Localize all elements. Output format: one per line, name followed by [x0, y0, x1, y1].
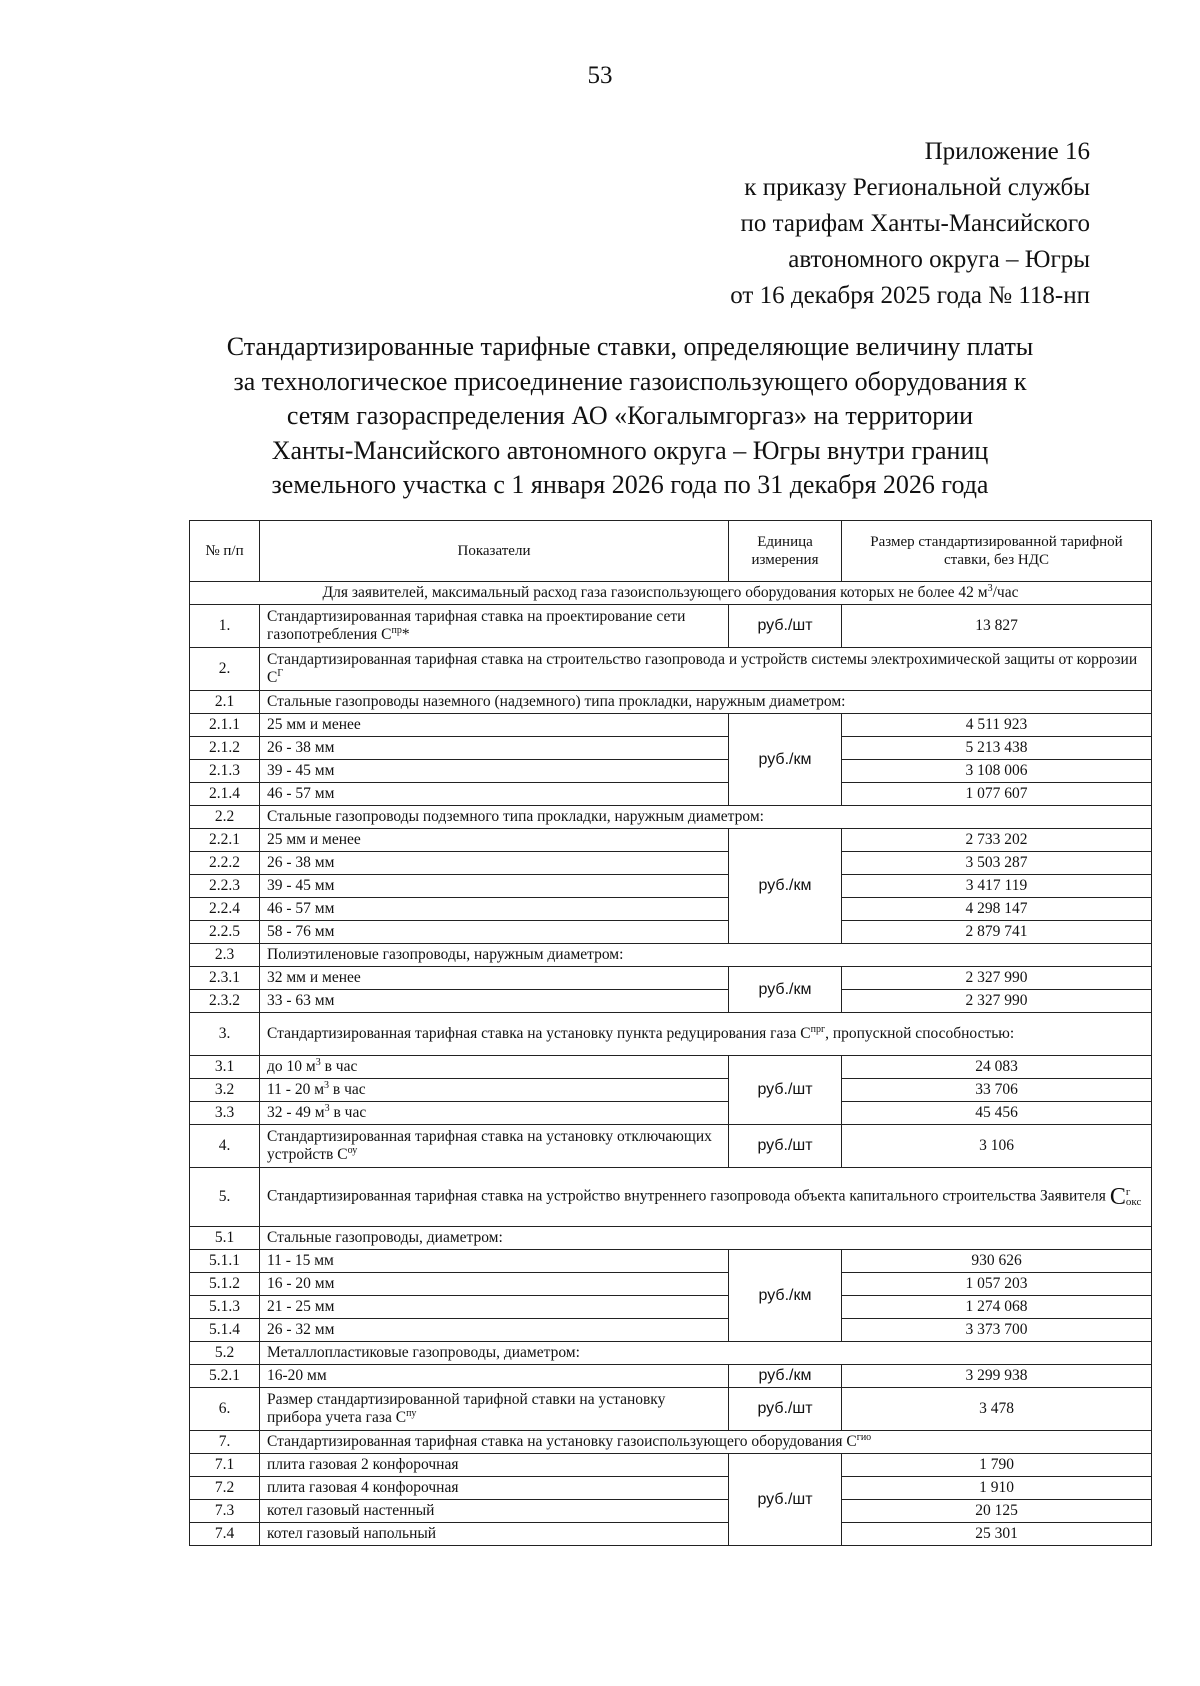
- table-row: [190, 1296, 1152, 1319]
- row-num: 1.: [190, 605, 260, 648]
- row-value: 2 327 990: [842, 967, 1152, 990]
- title-line: сетям газораспределения АО «Когалымгоргаз» на территории: [286, 401, 974, 430]
- row-num: 5.1.4: [190, 1319, 260, 1342]
- row-unit: руб./км: [729, 967, 842, 1013]
- row-value: 2 879 741: [842, 921, 1152, 944]
- row-indicator: [260, 648, 1152, 691]
- row-num: 7.: [190, 1431, 260, 1454]
- section-sup: 3: [987, 582, 993, 594]
- row-value: 3 503 287: [842, 852, 1152, 875]
- row-num: 5.2.1: [190, 1365, 260, 1388]
- indicator-sup: прг: [810, 1023, 826, 1035]
- row-indicator: 39 - 45 мм: [260, 760, 729, 783]
- tariff-table: [189, 520, 1152, 1546]
- table-row: [190, 1523, 1152, 1546]
- appendix-block: [730, 134, 1090, 314]
- row-num: 5.2: [190, 1342, 260, 1365]
- row-indicator: 26 - 38 мм: [260, 737, 729, 760]
- table-row: [190, 1388, 1152, 1431]
- row-unit: руб./шт: [729, 1056, 842, 1125]
- row-value: 24 083: [842, 1056, 1152, 1079]
- row-num: 2.3.2: [190, 990, 260, 1013]
- row-unit: руб./шт: [729, 605, 842, 648]
- row-indicator: 39 - 45 мм: [260, 875, 729, 898]
- indicator-text: Стандартизированная тарифная ставка на установку газоиспользующего оборудования С: [267, 1433, 857, 1450]
- row-value: 1 910: [842, 1477, 1152, 1500]
- appendix-line: автономного округа – Югры: [788, 246, 1090, 273]
- row-num: 5.: [190, 1168, 260, 1227]
- row-num: 5.1.1: [190, 1250, 260, 1273]
- row-num: 7.3: [190, 1500, 260, 1523]
- row-value: 13 827: [842, 605, 1152, 648]
- table-row: [190, 648, 1152, 691]
- row-value: 4 298 147: [842, 898, 1152, 921]
- row-indicator: котел газовый настенный: [260, 1500, 729, 1523]
- header-indicator: Показатели: [260, 521, 729, 582]
- row-indicator: [260, 1388, 729, 1431]
- table-row: [190, 1454, 1152, 1477]
- table-row: [190, 1125, 1152, 1168]
- indicator-tail: в час: [329, 1104, 367, 1121]
- row-num: 2.2.3: [190, 875, 260, 898]
- indicator-text: до 10 м: [267, 1058, 316, 1075]
- row-unit: руб./шт: [729, 1388, 842, 1431]
- indicator-text: Стандартизированная тарифная ставка на устройство внутреннего газопровода объекта капитального строительства Заявителя: [267, 1187, 1106, 1205]
- table-header-row: [190, 521, 1152, 582]
- document-title: [190, 330, 1070, 503]
- row-value: 3 106: [842, 1125, 1152, 1168]
- indicator-sup: 3: [324, 1102, 330, 1114]
- row-num: 2.2: [190, 806, 260, 829]
- row-unit: руб./км: [729, 829, 842, 944]
- row-indicator: [260, 1125, 729, 1168]
- row-value: 3 373 700: [842, 1319, 1152, 1342]
- table-row: [190, 1365, 1152, 1388]
- row-value: 2 327 990: [842, 990, 1152, 1013]
- table-row: [190, 990, 1152, 1013]
- row-num: 5.1.3: [190, 1296, 260, 1319]
- formula-letter: С: [1109, 1184, 1126, 1210]
- indicator-tail: в час: [320, 1058, 358, 1075]
- table-row: [190, 1500, 1152, 1523]
- header-value: Размер стандартизированной тарифной ставки, без НДС: [842, 521, 1152, 582]
- row-indicator: [260, 1056, 729, 1079]
- row-value: 5 213 438: [842, 737, 1152, 760]
- section-tail: /час: [992, 584, 1019, 601]
- table-row: [190, 944, 1152, 967]
- row-indicator: [260, 1013, 1152, 1056]
- row-unit: руб./км: [729, 1365, 842, 1388]
- row-value: 1 274 068: [842, 1296, 1152, 1319]
- indicator-tail: в час: [329, 1081, 366, 1098]
- title-line: земельного участка с 1 января 2026 года по 31 декабря 2026 года: [271, 470, 989, 499]
- table-section-row: [190, 582, 1152, 605]
- row-value: 930 626: [842, 1250, 1152, 1273]
- row-num: 3.3: [190, 1102, 260, 1125]
- row-unit: руб./км: [729, 714, 842, 806]
- header-num: № п/п: [190, 521, 260, 582]
- row-num: 2.2.4: [190, 898, 260, 921]
- row-indicator: 32 мм и менее: [260, 967, 729, 990]
- indicator-sup: гио: [856, 1431, 872, 1443]
- row-indicator: 26 - 32 мм: [260, 1319, 729, 1342]
- row-num: 2.2.2: [190, 852, 260, 875]
- table-row: [190, 1102, 1152, 1125]
- row-value: 1 057 203: [842, 1273, 1152, 1296]
- table-row: [190, 852, 1152, 875]
- row-value: 1 077 607: [842, 783, 1152, 806]
- row-value: 3 417 119: [842, 875, 1152, 898]
- row-num: 2.2.5: [190, 921, 260, 944]
- indicator-text: Стандартизированная тарифная ставка на установку пункта редуцирования газа С: [267, 1025, 811, 1042]
- title-line: за технологическое присоединение газоиспользующего оборудования к: [233, 366, 1027, 396]
- row-indicator: 16 - 20 мм: [260, 1273, 729, 1296]
- row-indicator: [260, 1431, 1152, 1454]
- page-number: 53: [587, 62, 613, 89]
- table-row: [190, 875, 1152, 898]
- row-indicator: Стальные газопроводы, диаметром:: [260, 1227, 1152, 1250]
- table-row: [190, 1079, 1152, 1102]
- row-num: 2.3: [190, 944, 260, 967]
- indicator-text: Стандартизированная тарифная ставка на проектирование сети газопотребления С: [267, 608, 686, 643]
- appendix-line: к приказу Региональной службы: [744, 174, 1090, 201]
- section-heading: [190, 582, 1152, 605]
- row-value: 2 733 202: [842, 829, 1152, 852]
- indicator-sup: оу: [347, 1144, 358, 1156]
- table-row: [190, 829, 1152, 852]
- table-row: [190, 691, 1152, 714]
- row-indicator: котел газовый напольный: [260, 1523, 729, 1546]
- row-indicator: [260, 1102, 729, 1125]
- indicator-sup: пу: [406, 1407, 417, 1419]
- row-indicator: 58 - 76 мм: [260, 921, 729, 944]
- indicator-text: Стандартизированная тарифная ставка на строительство газопровода и устройств системы электрохимической защиты от коррозии С: [267, 651, 1138, 686]
- indicator-text: 32 - 49 м: [267, 1104, 325, 1121]
- row-num: 2.1.2: [190, 737, 260, 760]
- row-num: 7.2: [190, 1477, 260, 1500]
- row-indicator: [260, 605, 729, 648]
- row-value: 3 108 006: [842, 760, 1152, 783]
- table-row: [190, 1168, 1152, 1227]
- row-unit: руб./шт: [729, 1454, 842, 1546]
- header-unit: Единица измерения: [729, 521, 842, 582]
- row-value: 4 511 923: [842, 714, 1152, 737]
- row-indicator: 21 - 25 мм: [260, 1296, 729, 1319]
- row-num: 2.1.4: [190, 783, 260, 806]
- row-num: 2.1.1: [190, 714, 260, 737]
- row-indicator: [260, 1079, 729, 1102]
- row-num: 2.3.1: [190, 967, 260, 990]
- row-num: 7.4: [190, 1523, 260, 1546]
- row-num: 6.: [190, 1388, 260, 1431]
- table-row: [190, 1250, 1152, 1273]
- row-value: 20 125: [842, 1500, 1152, 1523]
- row-value: 1 790: [842, 1454, 1152, 1477]
- row-unit: руб./км: [729, 1250, 842, 1342]
- row-num: 4.: [190, 1125, 260, 1168]
- row-num: 5.1.2: [190, 1273, 260, 1296]
- table-row: [190, 1273, 1152, 1296]
- row-indicator: Стальные газопроводы подземного типа прокладки, наружным диаметром:: [260, 806, 1152, 829]
- indicator-text: Стандартизированная тарифная ставка на установку отключающих устройств С: [267, 1128, 712, 1163]
- row-unit: руб./шт: [729, 1125, 842, 1168]
- indicator-sup: Г: [277, 667, 284, 679]
- row-indicator: плита газовая 4 конфорочная: [260, 1477, 729, 1500]
- table-row: [190, 898, 1152, 921]
- section-text: Для заявителей, максимальный расход газа газоиспользующего оборудования которых не более 42 м: [322, 584, 988, 601]
- row-value: 45 456: [842, 1102, 1152, 1125]
- table-row: [190, 921, 1152, 944]
- table-row: [190, 1477, 1152, 1500]
- row-indicator: Металлопластиковые газопроводы, диаметром:: [260, 1342, 1152, 1365]
- indicator-sup: 3: [315, 1056, 321, 1068]
- table-row: [190, 605, 1152, 648]
- appendix-line: по тарифам Ханты-Мансийского: [740, 210, 1090, 237]
- row-value: 3 478: [842, 1388, 1152, 1431]
- table-row: [190, 806, 1152, 829]
- indicator-sup: пр: [391, 624, 402, 636]
- row-indicator: 33 - 63 мм: [260, 990, 729, 1013]
- row-num: 3.2: [190, 1079, 260, 1102]
- row-indicator: Полиэтиленовые газопроводы, наружным диаметром:: [260, 944, 1152, 967]
- formula-sub: окс: [1125, 1196, 1142, 1208]
- title-line: Стандартизированные тарифные ставки, определяющие величину платы: [226, 332, 1034, 361]
- table-row: [190, 1319, 1152, 1342]
- row-num: 2.: [190, 648, 260, 691]
- title-line: Ханты-Мансийского автономного округа – Югры внутри границ: [271, 435, 989, 465]
- row-indicator: 46 - 57 мм: [260, 783, 729, 806]
- row-value: 33 706: [842, 1079, 1152, 1102]
- indicator-tail: *: [401, 626, 410, 643]
- row-indicator: 25 мм и менее: [260, 714, 729, 737]
- row-value: 25 301: [842, 1523, 1152, 1546]
- indicator-text: 11 - 20 м: [267, 1081, 325, 1098]
- table-row: [190, 737, 1152, 760]
- row-num: 7.1: [190, 1454, 260, 1477]
- table-row: [190, 1227, 1152, 1250]
- row-indicator: 26 - 38 мм: [260, 852, 729, 875]
- row-indicator: 46 - 57 мм: [260, 898, 729, 921]
- appendix-line: от 16 декабря 2025 года № 118-нп: [730, 282, 1090, 309]
- indicator-text: Размер стандартизированной тарифной ставки на установку прибора учета газа С: [267, 1391, 666, 1426]
- row-indicator: 11 - 15 мм: [260, 1250, 729, 1273]
- row-num: 2.2.1: [190, 829, 260, 852]
- row-num: 2.1.3: [190, 760, 260, 783]
- row-indicator: Стальные газопроводы наземного (надземного) типа прокладки, наружным диаметром:: [260, 691, 1152, 714]
- table-row: [190, 714, 1152, 737]
- row-indicator: 16-20 мм: [260, 1365, 729, 1388]
- table-row: [190, 1013, 1152, 1056]
- table-row: [190, 1342, 1152, 1365]
- row-num: 3.: [190, 1013, 260, 1056]
- row-num: 3.1: [190, 1056, 260, 1079]
- table-row: [190, 760, 1152, 783]
- table-row: [190, 967, 1152, 990]
- indicator-tail: , пропускной способностью:: [825, 1025, 1015, 1042]
- table-row: [190, 783, 1152, 806]
- table-row: [190, 1056, 1152, 1079]
- indicator-sup: 3: [324, 1079, 330, 1091]
- row-indicator: плита газовая 2 конфорочная: [260, 1454, 729, 1477]
- appendix-line: Приложение 16: [924, 138, 1090, 165]
- row-indicator: [260, 1168, 1152, 1227]
- formula-indices: [1126, 1187, 1141, 1207]
- row-num: 5.1: [190, 1227, 260, 1250]
- formula-sup: г: [1125, 1186, 1131, 1198]
- row-num: 2.1: [190, 691, 260, 714]
- row-indicator: 25 мм и менее: [260, 829, 729, 852]
- row-value: 3 299 938: [842, 1365, 1152, 1388]
- table-row: [190, 1431, 1152, 1454]
